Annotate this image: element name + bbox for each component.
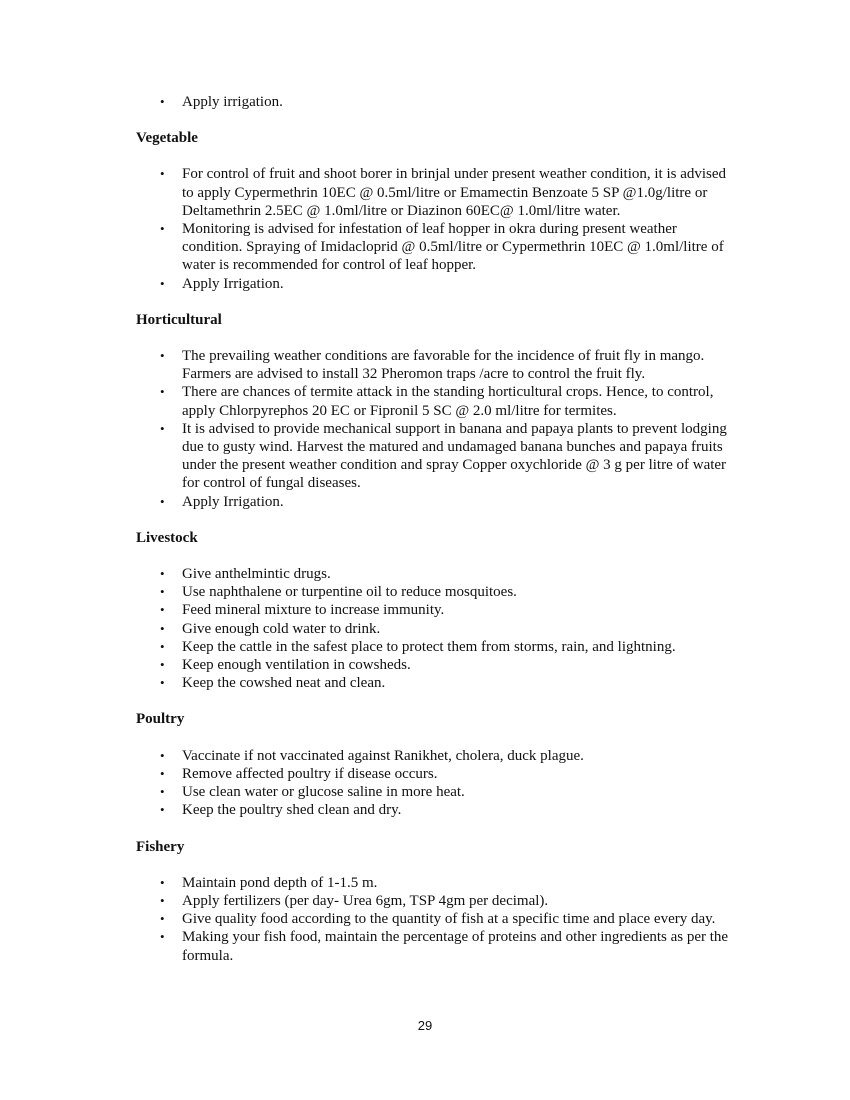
bullet-icon: • [160, 620, 165, 636]
list-item [136, 565, 736, 583]
list-item-text: It is advised to provide mechanical support in banana and papaya plants to prevent lodging due to gusty wind. Harvest the matured and undamaged banana bunches and papaya fruits under the present weather condition and spray Copper oxychloride @ 3 g per litre of water for control of fungal diseases. [182, 420, 727, 492]
list-item [136, 783, 736, 801]
list-item-text: Apply Irrigation. [182, 275, 284, 292]
list-item-text: Give enough cold water to drink. [182, 620, 381, 637]
list-item-text: Apply irrigation. [182, 94, 283, 110]
list-item [136, 93, 736, 111]
bullet-list [136, 747, 736, 820]
list-item [136, 583, 736, 601]
section-heading: Livestock [136, 529, 198, 546]
list-item [136, 620, 736, 638]
bullet-icon: • [160, 911, 165, 927]
bullet-icon: • [160, 493, 165, 509]
list-item-text: Give quality food according to the quantity of fish at a specific time and place every day. [182, 911, 716, 928]
bullet-icon: • [160, 929, 165, 945]
bullet-icon: • [160, 566, 165, 582]
bullet-icon: • [160, 765, 165, 781]
list-item-text: Use naphthalene or turpentine oil to reduce mosquitoes. [182, 584, 517, 601]
list-item [136, 165, 736, 220]
bullet-icon: • [160, 275, 165, 291]
bullet-icon: • [160, 221, 165, 237]
bullet-icon: • [160, 348, 165, 364]
list-item-text: Keep the cowshed neat and clean. [182, 675, 386, 692]
section-heading: Vegetable [136, 130, 198, 147]
section-heading: Horticultural [136, 311, 222, 328]
list-item [136, 601, 736, 619]
list-item [136, 910, 736, 928]
list-item-text: Remove affected poultry if disease occurs. [182, 765, 438, 782]
list-item [136, 275, 736, 293]
bullet-icon: • [160, 602, 165, 618]
list-item-text: Feed mineral mixture to increase immunity. [182, 602, 445, 619]
list-item-text: Keep enough ventilation in cowsheds. [182, 657, 411, 674]
section-heading: Poultry [136, 711, 185, 728]
list-item-text: Use clean water or glucose saline in more heat. [182, 784, 465, 801]
page-content [136, 93, 736, 965]
list-item-text: Keep the cattle in the safest place to protect them from storms, rain, and lightning. [182, 638, 676, 655]
list-item-text: Apply Irrigation. [182, 493, 284, 510]
list-item [136, 674, 736, 692]
bullet-icon: • [160, 657, 165, 673]
list-item-text: There are chances of termite attack in the standing horticultural crops. Hence, to control, apply Chlorpyrephos 20 EC or Fipronil 5 SC @ 2.0 ml/litre for termites. [182, 384, 714, 419]
list-item-text: Vaccinate if not vaccinated against Ranikhet, cholera, duck plague. [182, 747, 584, 764]
list-item-text: Apply fertilizers (per day- Urea 6gm, TSP 4gm per decimal). [182, 892, 549, 909]
list-item-text: Give anthelmintic drugs. [182, 566, 331, 583]
bullet-list [136, 165, 736, 292]
bullet-list [136, 93, 736, 111]
bullet-list [136, 347, 736, 511]
list-item-text: Keep the poultry shed clean and dry. [182, 802, 402, 819]
list-item [136, 638, 736, 656]
list-item [136, 928, 736, 964]
bullet-icon: • [160, 584, 165, 600]
bullet-icon: • [160, 874, 165, 890]
list-item [136, 656, 736, 674]
list-item-text: For control of fruit and shoot borer in brinjal under present weather condition, it is advised to apply Cypermethrin 10EC @ 0.5ml/litre or Emamectin Benzoate 5 SP @1.0g/litre or Deltamethrin 2.5EC @ 1.0ml/litre or Diazinon 60EC@ 1.0ml/litre water. [182, 166, 727, 219]
bullet-icon: • [160, 420, 165, 436]
bullet-icon: • [160, 784, 165, 800]
bullet-icon: • [160, 638, 165, 654]
page-number: 29 [417, 1018, 433, 1033]
list-item-text: Maintain pond depth of 1-1.5 m. [182, 874, 378, 891]
bullet-list [136, 565, 736, 692]
bullet-icon: • [160, 166, 165, 182]
list-item [136, 874, 736, 892]
list-item-text: Making your fish food, maintain the percentage of proteins and other ingredients as per the formula. [182, 929, 729, 964]
list-item [136, 892, 736, 910]
list-item-text: The prevailing weather conditions are favorable for the incidence of fruit fly in mango. Farmers are advised to install 32 Pheromon traps /acre to control the fruit fly. [182, 348, 705, 383]
bullet-icon: • [160, 384, 165, 400]
list-item [136, 420, 736, 493]
bullet-icon: • [160, 802, 165, 818]
bullet-list [136, 874, 736, 965]
list-item [136, 801, 736, 819]
list-item-text: Monitoring is advised for infestation of leaf hopper in okra during present weather condition. Spraying of Imidacloprid @ 0.5ml/litre or Cypermethrin 10EC @ 1.0ml/litre of water is recommended for control of leaf hopper. [182, 221, 724, 274]
section-heading: Fishery [136, 838, 185, 855]
list-item [136, 347, 736, 383]
list-item [136, 765, 736, 783]
bullet-icon: • [160, 747, 165, 763]
list-item [136, 220, 736, 275]
bullet-icon: • [160, 94, 165, 109]
list-item [136, 493, 736, 511]
bullet-icon: • [160, 892, 165, 908]
bullet-icon: • [160, 675, 165, 691]
list-item [136, 747, 736, 765]
list-item [136, 383, 736, 419]
